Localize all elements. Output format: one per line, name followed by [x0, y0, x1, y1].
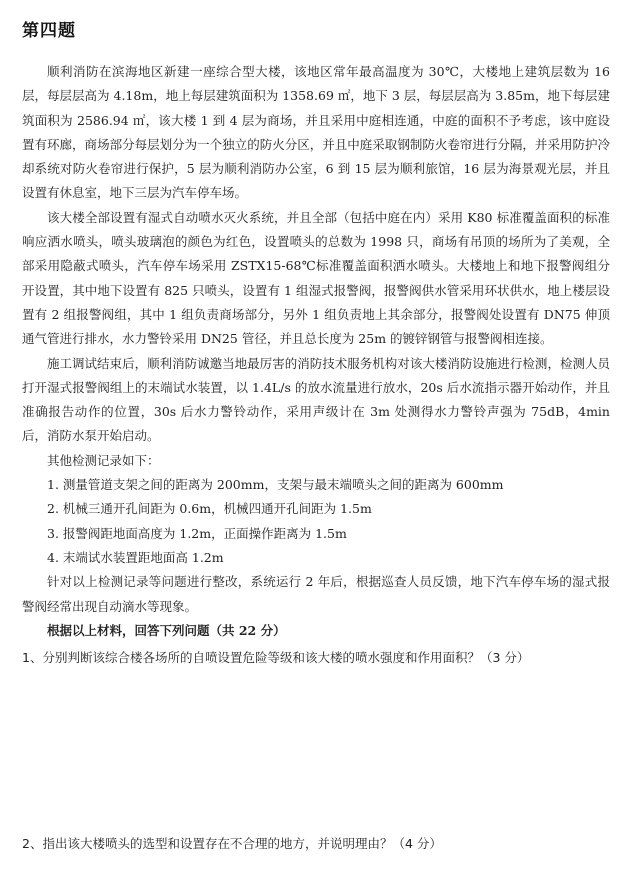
case-material — [22, 60, 610, 643]
paragraph-sprinkler-system: 该大楼全部设置有湿式自动喷水灭火系统，并且全部（包括中庭在内）采用 K80 标准覆盖面积的标准响应洒水喷头，喷头玻璃泡的颜色为红色，设置喷头的总数为 1998 只，商场有吊顶的场所为了美观，全部采用隐蔽式喷头，汽车停车场采用 ZSTX15-68℃标准覆盖面积洒水喷头。大楼地上和地下报警阀组分开设置，其中地下设置有 825 只喷头，设置有 1 组湿式报警阀，报警阀供水管采用环状供水，地上楼层设置有 2 组报警阀组，其中 1 组负责商场部分，另外 1 组负责地上其余部分，报警阀处设置有 DN75 伸顶通气管进行排水，水力警铃采用 DN25 管径，并且总长度为 25m 的镀锌钢管与报警阀相连接。 — [22, 209, 610, 347]
question-1: 1、分别判断该综合楼各场所的自喷设置危险等级和该大楼的喷水强度和作用面积？（3 分） — [22, 650, 530, 665]
record-item-3: 3. 报警阀距地面高度为 1.2m，正面操作距离为 1.5m — [47, 525, 347, 541]
record-item-4: 4. 末端试水装置距地面高 1.2m — [47, 549, 224, 565]
question-2: 2、指出该大楼喷头的选型和设置存在不合理的地方，并说明理由？（4 分） — [22, 836, 442, 851]
instruction-line: 根据以上材料，回答下列问题（共 22 分） — [47, 622, 286, 638]
record-item-2: 2. 机械三通开孔间距为 0.6m，机械四通开孔间距为 1.5m — [47, 501, 372, 517]
paragraph-building-overview: 顺利消防在滨海地区新建一座综合型大楼，该地区常年最高温度为 30℃，大楼地上建筑层数为 16 层，每层层高为 4.18m，地上每层建筑面积为 1358.69 ㎡，地下 3 层，每层层高为 3.85m，地下每层建筑面积为 2586.94 ㎡，该大楼 1 到 4 层为商场，并且采用中庭相连通，中庭的面积不予考虑，该中庭设置有环廊，商场部分每层划分为一个独立的防火分区，并且中庭采取钢制防火卷帘进行分隔，并采用防护冷却系统对防火卷帘进行保护，5 层为顺利消防办公室，6 到 15 层为顺利旅馆，16 层为海景观光层，并且设置有休息室，地下三层为汽车停车场。 — [22, 64, 610, 201]
record-item-1: 1. 测量管道支架之间的距离为 200mm，支架与最末端喷头之间的距离为 600mm — [47, 477, 504, 493]
paragraph-inspection: 施工调试结束后，顺利消防诚邀当地最厉害的消防技术服务机构对该大楼消防设施进行检测，检测人员打开湿式报警阀组上的末端试水装置，以 1.4L/s 的放水流量进行放水，20s 后水流指示器开始动作，并且准确报告动作的位置，30s 后水力警铃动作，采用声级计在 3m 处测得水力警铃声强为 75dB，4min 后，消防水泵开始启动。 — [22, 355, 610, 444]
page-title: 第四题 — [22, 21, 76, 41]
paragraph-other-records: 其他检测记录如下： — [47, 452, 160, 468]
paragraph-rectification: 针对以上检测记录等问题进行整改，系统运行 2 年后，根据巡查人员反馈，地下汽车停车场的湿式报警阀经常出现自动滴水等现象。 — [22, 574, 610, 614]
